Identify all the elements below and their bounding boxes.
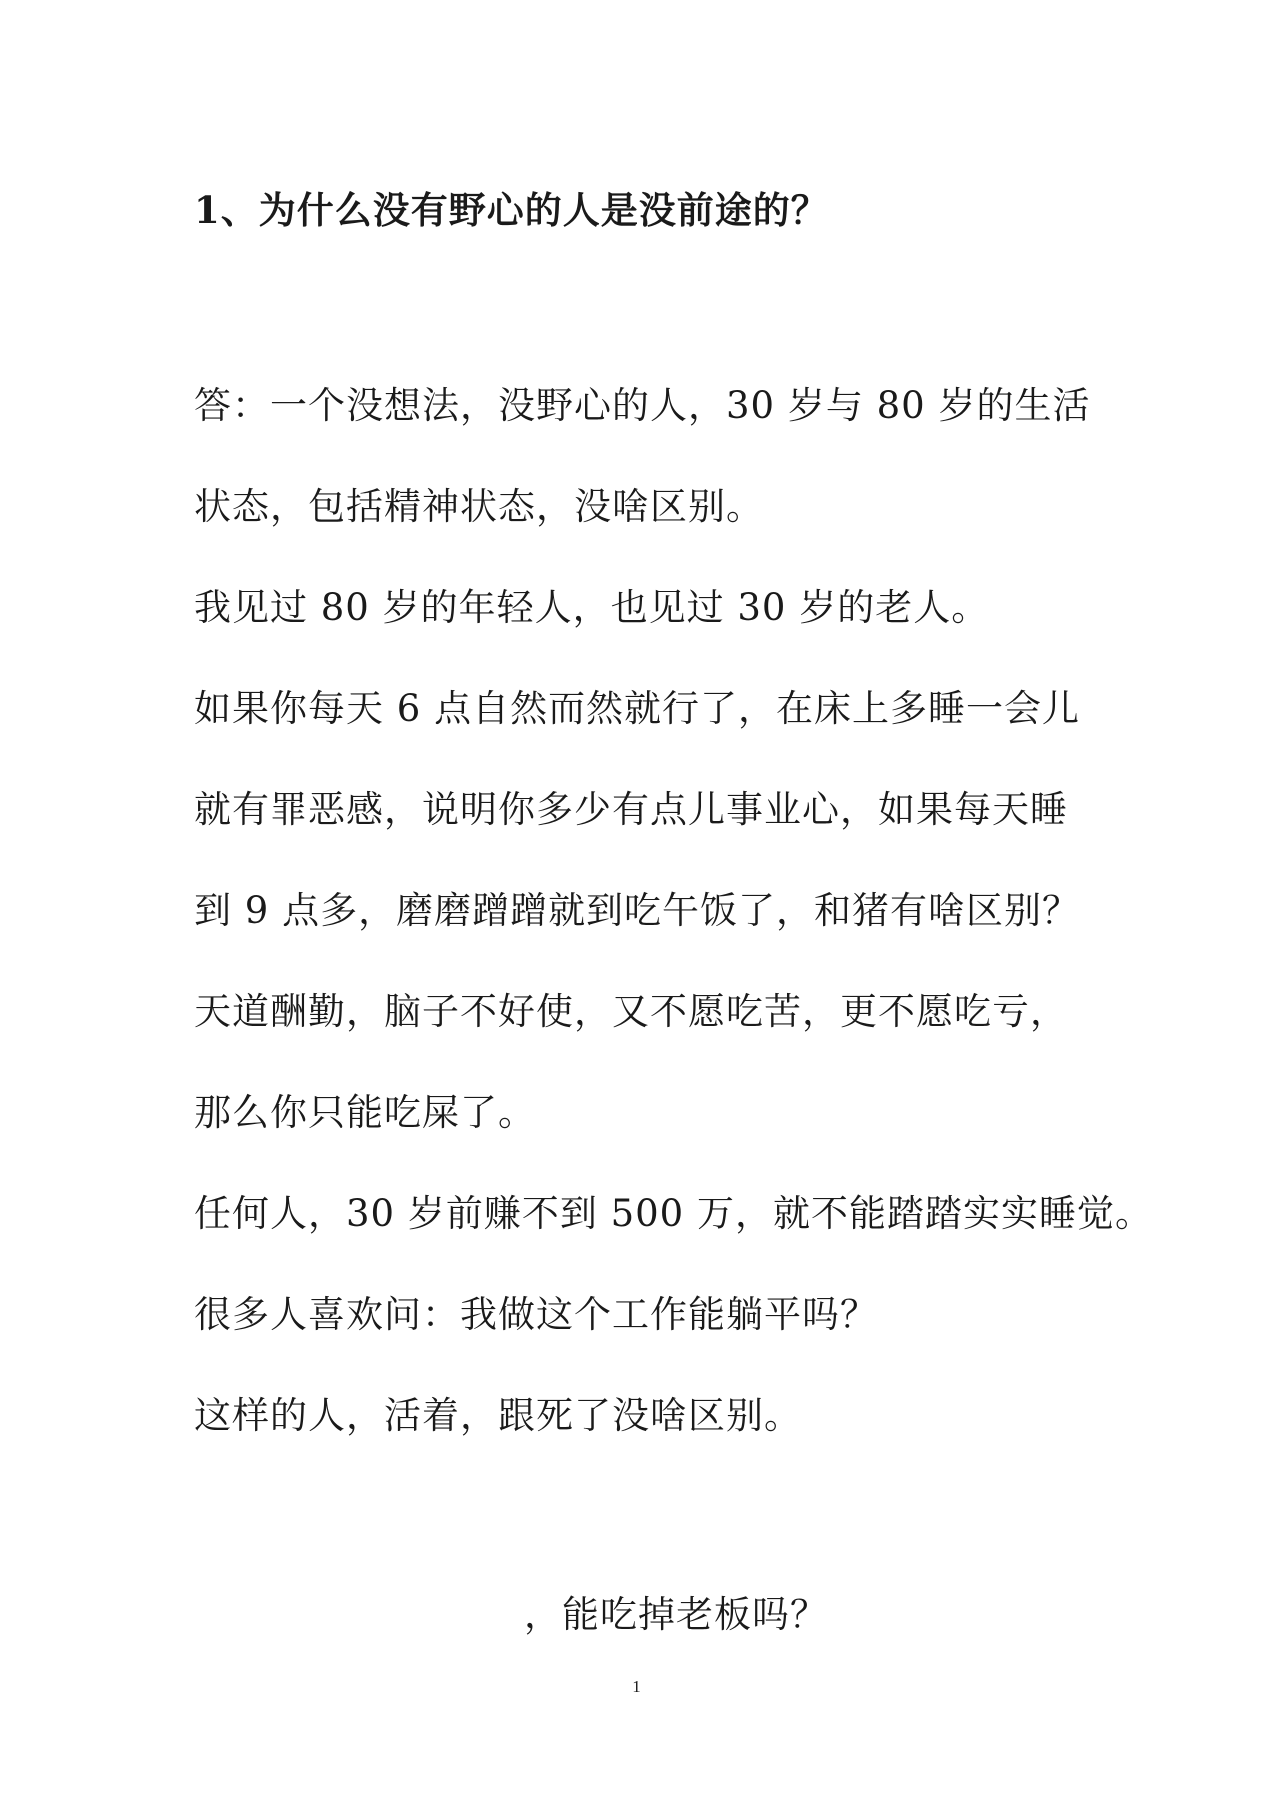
body-line: 很多人喜欢问：我做这个工作能躺平吗？ [194,1293,878,1336]
body-line: 就有罪恶感，说明你多少有点儿事业心，如果每天睡 [194,788,1068,831]
body-line: 答：一个没想法，没野心的人，30 岁与 80 岁的生活 [194,384,1091,427]
body-line: 那么你只能吃屎了。 [194,1091,536,1134]
body-line: 到 9 点多，磨磨蹭蹭就到吃午饭了，和猪有啥区别？ [194,889,1081,932]
body-line: 任何人，30 岁前赚不到 500 万，就不能踏踏实实睡觉。 [194,1192,1153,1235]
section-heading: 1、为什么没有野心的人是没前途的？ [194,188,829,232]
page-number: 1 [632,1677,641,1696]
next-section-heading: ，能吃掉老板吗？ [524,1593,828,1636]
body-line: 状态，包括精神状态，没啥区别。 [194,485,764,528]
body-text [194,376,1153,1487]
body-line: 我见过 80 岁的年轻人，也见过 30 岁的老人。 [194,586,990,629]
body-line: 如果你每天 6 点自然而然就行了，在床上多睡一会儿 [194,687,1081,730]
body-line: 天道酬勤，脑子不好使，又不愿吃苦，更不愿吃亏， [194,990,1068,1033]
body-line: 这样的人，活着，跟死了没啥区别。 [194,1394,802,1437]
